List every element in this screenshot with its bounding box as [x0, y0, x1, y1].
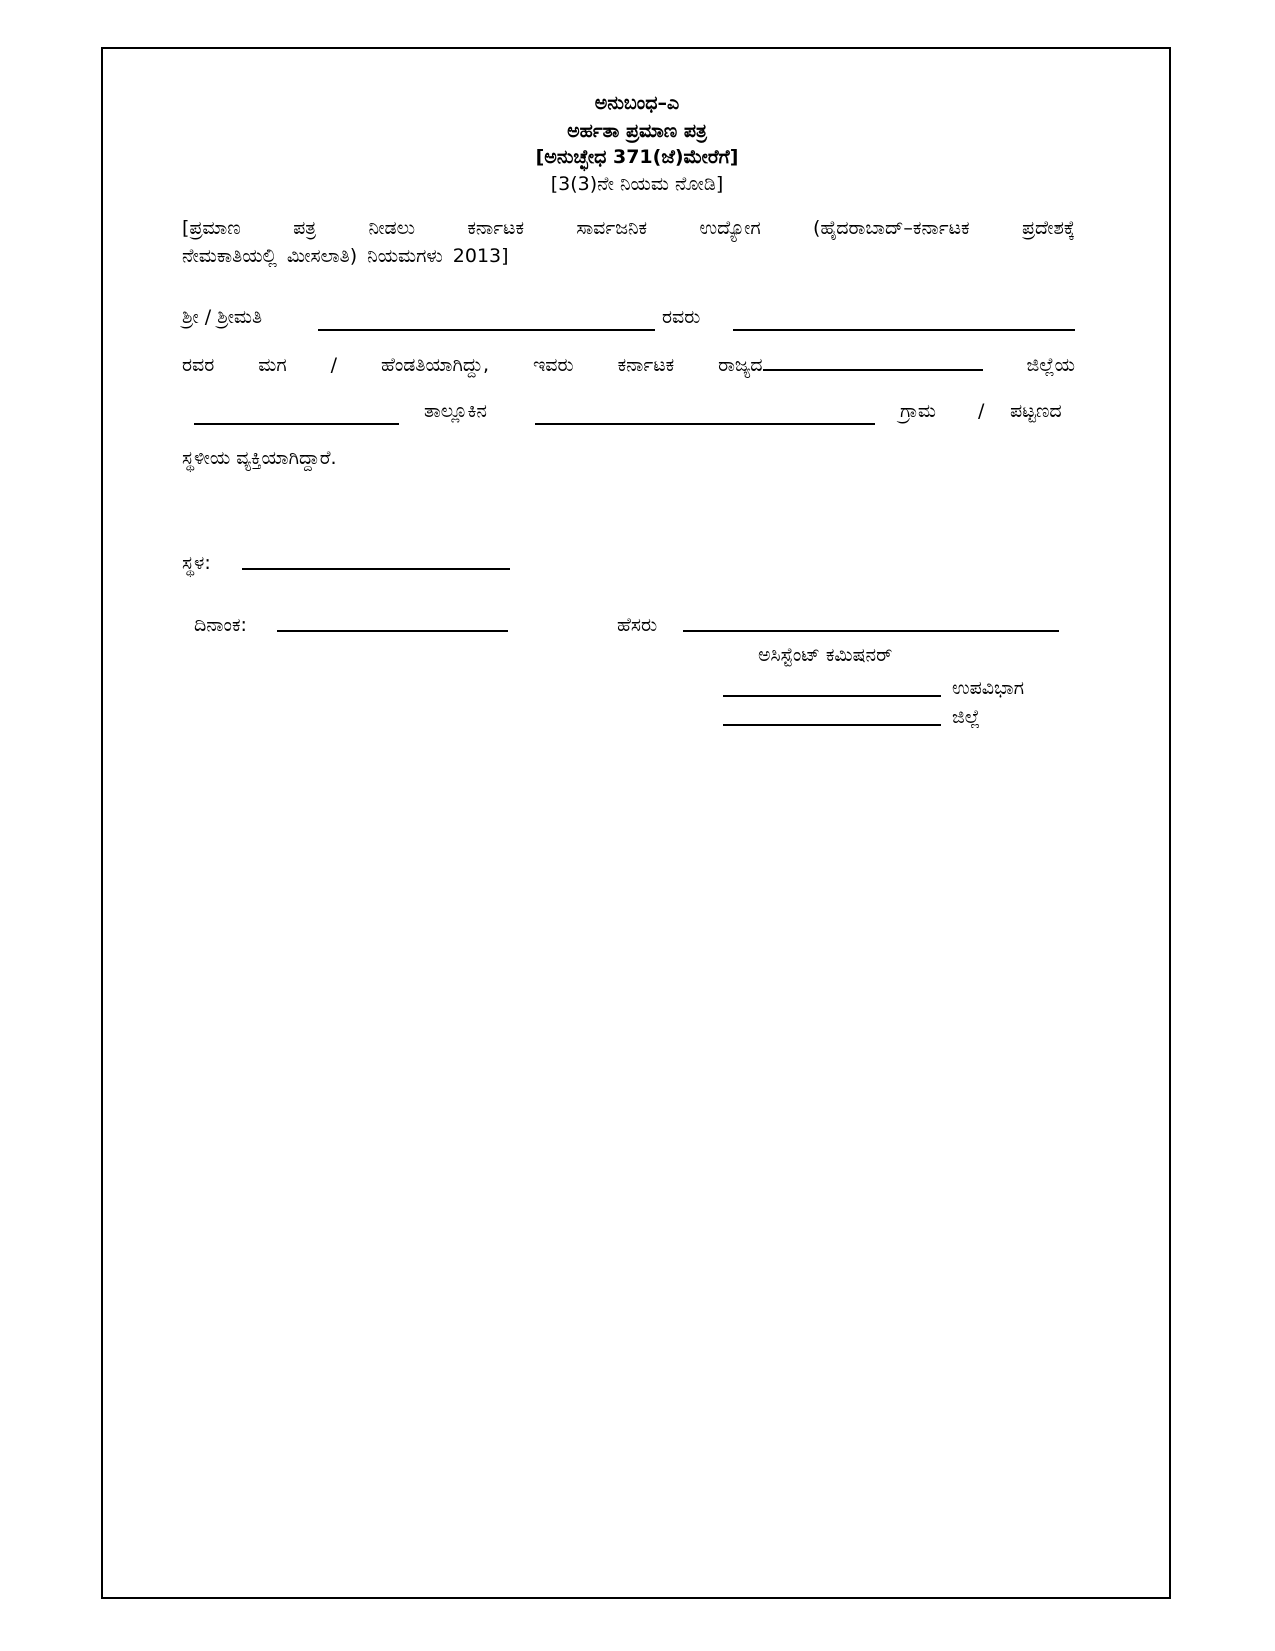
subdivision-label: ಉಪವಿಭಾಗ	[952, 677, 1024, 699]
rule-reference: [3(3)ನೇ ನಿಯಮ ನೋಡಿ]	[550, 173, 724, 195]
preamble-word: ನೇಮಕಾತಿಯಲ್ಲಿ	[182, 245, 277, 267]
officer-district-field[interactable]	[723, 724, 941, 726]
shri-shrimathi-label: ಶ್ರೀ / ಶ್ರೀಮತಿ	[182, 306, 263, 328]
preamble-word: ಸಾರ್ವಜನಿಕ	[576, 217, 648, 239]
officer-name-field[interactable]	[683, 630, 1059, 632]
candidate-name-field[interactable]	[318, 329, 655, 331]
preamble-line-1	[182, 214, 1075, 242]
village-town-field[interactable]	[535, 423, 875, 425]
rajyada-label: ರಾಜ್ಯದ	[718, 354, 763, 376]
preamble-word: ಪ್ರದೇಶಕ್ಕೆ	[1021, 217, 1075, 239]
annexure-heading: ಅನುಬಂಧ–ಎ	[594, 92, 680, 114]
body-word: ಇವರು	[532, 354, 574, 376]
ravaru-label: ರವರು	[662, 306, 701, 328]
subdivision-field[interactable]	[723, 695, 941, 697]
preamble-word: ನೀಡಲು	[368, 217, 415, 239]
slash-separator: /	[978, 400, 985, 422]
preamble-word: ಮೀಸಲಾತಿ)	[286, 245, 358, 267]
body-word: ಮಗ	[258, 354, 287, 376]
body-line-2	[182, 349, 1075, 379]
district-label: ಜಿಲ್ಲೆ	[952, 706, 981, 728]
pattanada-label: ಪಟ್ಟಣದ	[1010, 400, 1062, 422]
preamble-paragraph	[182, 214, 1075, 270]
page-border	[101, 47, 1171, 1599]
preamble-line-2	[182, 242, 1075, 270]
place-field[interactable]	[242, 568, 510, 570]
preamble-word: [ಪ್ರಮಾಣ	[182, 217, 241, 239]
body-word: /	[330, 354, 337, 376]
parent-spouse-name-field[interactable]	[733, 329, 1075, 331]
body-word: ರವರ	[182, 354, 215, 376]
taluk-field[interactable]	[194, 423, 399, 425]
name-label: ಹೆಸರು	[617, 614, 658, 636]
date-field[interactable]	[277, 630, 508, 632]
jilleya-label: ಜಿಲ್ಲೆಯ	[1026, 354, 1075, 376]
preamble-word: ಉದ್ಯೋಗ	[699, 217, 761, 239]
designation-label: ಅಸಿಸ್ಟೆಂಟ್ ಕಮಿಷನರ್	[758, 644, 893, 666]
district-field[interactable]	[763, 349, 983, 371]
date-label: ದಿನಾಂಕ:	[194, 614, 247, 636]
local-resident-statement: ಸ್ಥಳೀಯ ವ್ಯಕ್ತಿಯಾಗಿದ್ದಾರೆ.	[182, 447, 337, 469]
rajyada-group	[718, 349, 982, 380]
preamble-word: ಕರ್ನಾಟಕ	[467, 217, 524, 239]
preamble-word: ಪತ್ರ	[293, 217, 317, 239]
article-reference: [ಅನುಚ್ಛೇಧ 371(ಜೆ)ಮೇರೆಗೆ]	[535, 146, 739, 168]
body-word: ಹೆಂಡತಿಯಾಗಿದ್ದು,	[380, 354, 489, 376]
certificate-title: ಅರ್ಹತಾ ಪ್ರಮಾಣ ಪತ್ರ	[567, 120, 707, 142]
body-word: ಕರ್ನಾಟಕ	[617, 354, 675, 376]
preamble-word: ನಿಯಮಗಳು	[367, 245, 443, 267]
taluk-label: ತಾಲ್ಲೂಕಿನ	[424, 400, 487, 422]
grama-label: ಗ್ರಾಮ	[900, 400, 936, 422]
preamble-word: (ಹೈದರಾಬಾದ್–ಕರ್ನಾಟಕ	[812, 217, 970, 239]
preamble-word: 2013]	[452, 245, 509, 267]
place-label: ಸ್ಥಳ:	[182, 552, 211, 574]
